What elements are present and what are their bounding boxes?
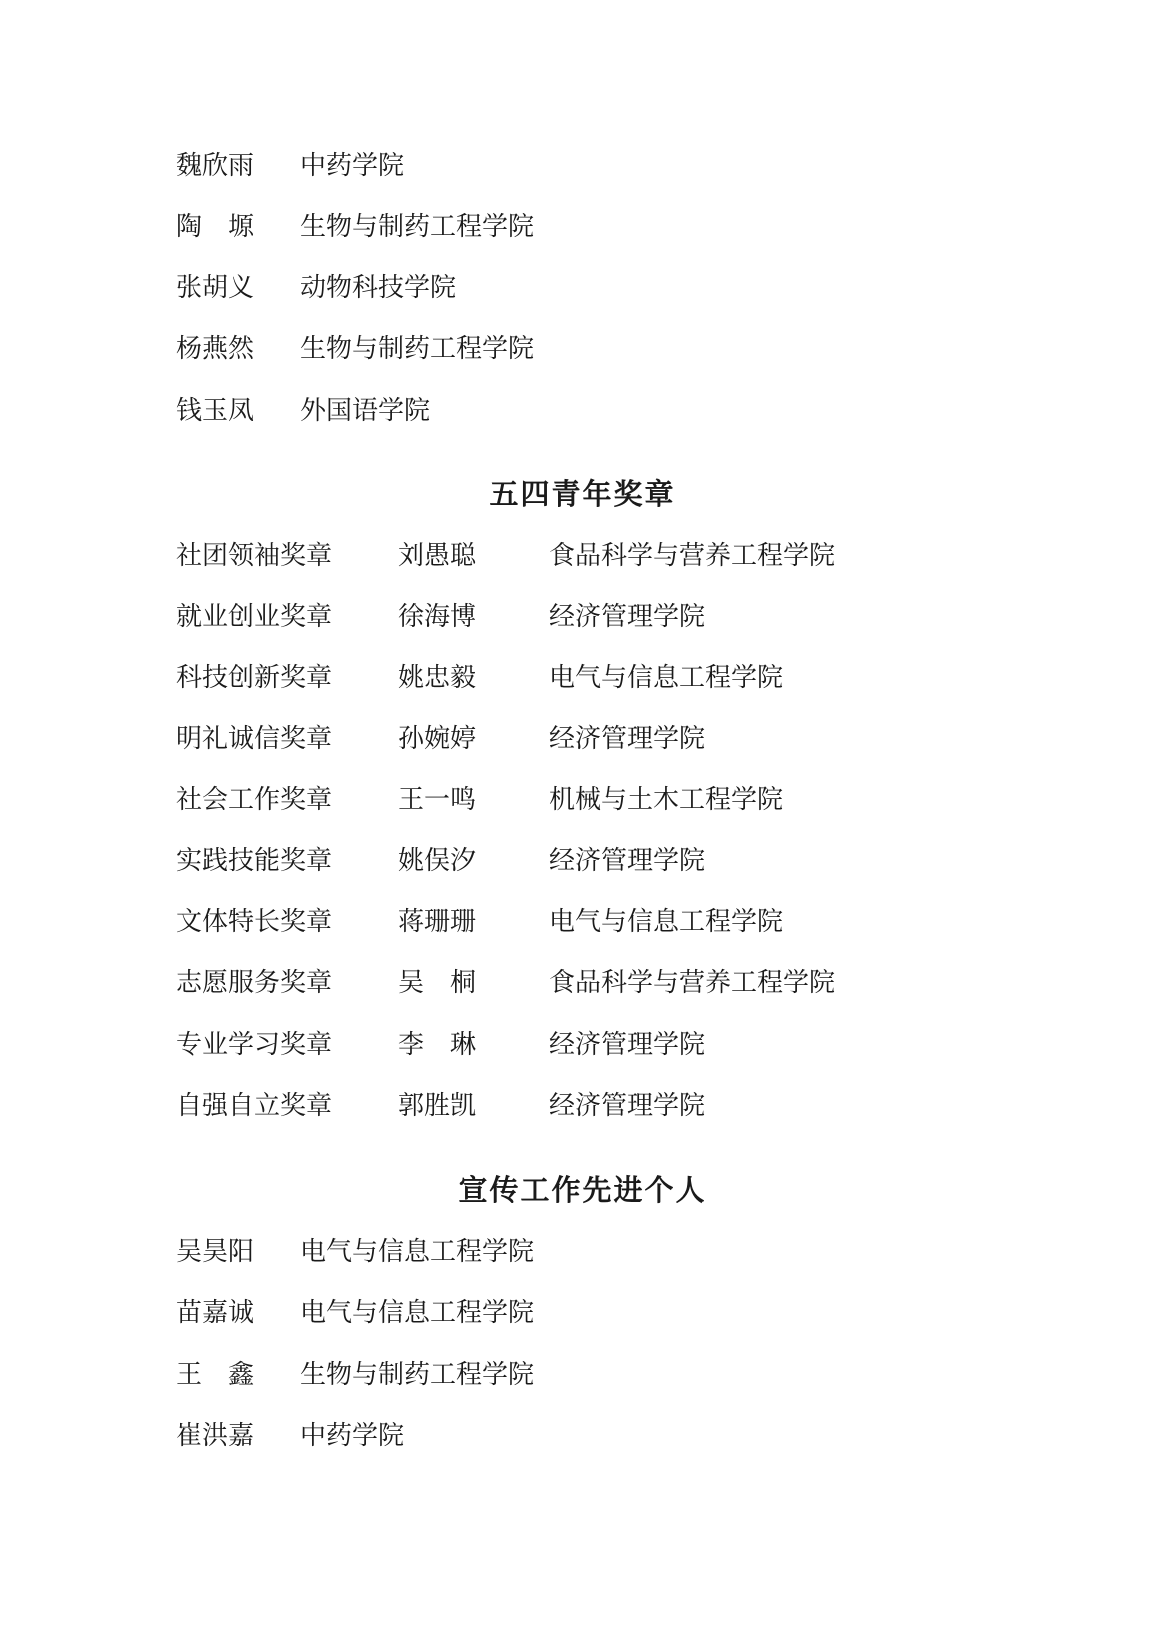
person-name: 钱玉凤 — [176, 396, 255, 426]
college-name: 经济管理学院 — [549, 602, 706, 632]
college-name: 动物科技学院 — [300, 273, 457, 303]
college-name: 食品科学与营养工程学院 — [549, 541, 836, 571]
person-name: 吴昊阳 — [176, 1237, 255, 1267]
section-title: 宣传工作先进个人 — [458, 1173, 707, 1207]
college-name: 机械与土木工程学院 — [549, 785, 784, 815]
award-name: 科技创新奖章 — [176, 663, 333, 693]
college-name: 电气与信息工程学院 — [549, 663, 784, 693]
college-name: 经济管理学院 — [549, 1091, 706, 1121]
person-name: 杨燕然 — [176, 334, 255, 364]
section-title: 五四青年奖章 — [489, 477, 676, 511]
award-name: 明礼诚信奖章 — [176, 724, 333, 754]
college-name: 经济管理学院 — [549, 724, 706, 754]
award-name: 志愿服务奖章 — [176, 968, 333, 998]
person-name: 蒋珊珊 — [398, 907, 477, 937]
college-name: 经济管理学院 — [549, 846, 706, 876]
person-name: 郭胜凯 — [398, 1091, 477, 1121]
person-name: 徐海博 — [398, 602, 477, 632]
college-name: 生物与制药工程学院 — [300, 1360, 535, 1390]
college-name: 生物与制药工程学院 — [300, 334, 535, 364]
college-name: 食品科学与营养工程学院 — [549, 968, 836, 998]
award-name: 专业学习奖章 — [176, 1030, 333, 1060]
person-name: 王 鑫 — [176, 1360, 255, 1390]
award-name: 社团领袖奖章 — [176, 541, 333, 571]
award-name: 自强自立奖章 — [176, 1091, 333, 1121]
award-name: 社会工作奖章 — [176, 785, 333, 815]
person-name: 张胡义 — [176, 273, 255, 303]
college-name: 电气与信息工程学院 — [549, 907, 784, 937]
person-name: 苗嘉诚 — [176, 1298, 255, 1328]
award-name: 实践技能奖章 — [176, 846, 333, 876]
award-name: 就业创业奖章 — [176, 602, 333, 632]
college-name: 生物与制药工程学院 — [300, 212, 535, 242]
college-name: 中药学院 — [300, 1421, 405, 1451]
person-name: 陶 塬 — [176, 212, 255, 242]
person-name: 姚俣汐 — [398, 846, 477, 876]
award-name: 文体特长奖章 — [176, 907, 333, 937]
person-name: 吴 桐 — [398, 968, 477, 998]
college-name: 中药学院 — [300, 151, 405, 181]
person-name: 王一鸣 — [398, 785, 477, 815]
college-name: 经济管理学院 — [549, 1030, 706, 1060]
college-name: 外国语学院 — [300, 396, 431, 426]
person-name: 崔洪嘉 — [176, 1421, 255, 1451]
person-name: 孙婉婷 — [398, 724, 477, 754]
person-name: 姚忠毅 — [398, 663, 477, 693]
person-name: 刘愚聪 — [398, 541, 477, 571]
college-name: 电气与信息工程学院 — [300, 1237, 535, 1267]
person-name: 魏欣雨 — [176, 151, 255, 181]
college-name: 电气与信息工程学院 — [300, 1298, 535, 1328]
person-name: 李 琳 — [398, 1030, 477, 1060]
